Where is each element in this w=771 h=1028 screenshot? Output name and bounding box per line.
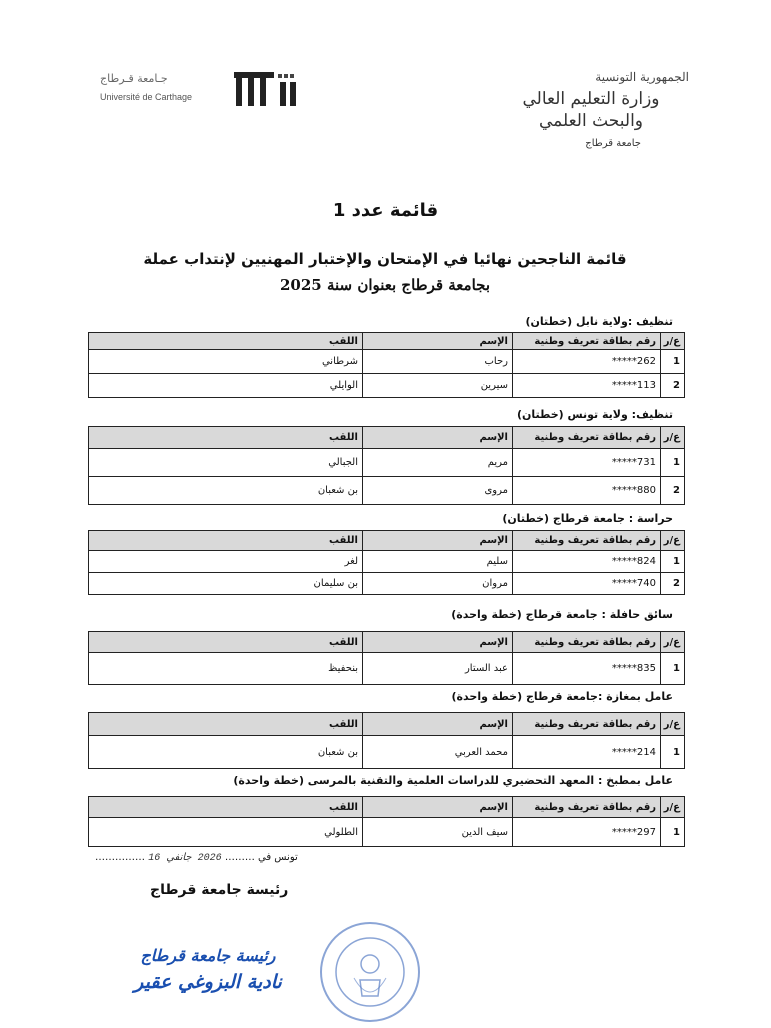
col-last-name: اللقب [89,797,363,818]
col-id: رقم بطاقة تعريف وطنية [513,427,661,449]
section-label: حراسة : جامعة قرطاج (خطتان) [502,512,673,525]
row-last-name: الطلولي [89,818,363,847]
ministry-line-1: وزارة التعليم العالي [522,89,660,109]
col-first-name: الإسم [363,531,513,551]
row-last-name: بن سليمان [89,573,363,595]
results-table [88,631,685,685]
row-first-name: مروى [363,477,513,505]
col-last-name: اللقب [89,427,363,449]
row-num: 1 [661,736,685,769]
dotted-leader: ……… [224,852,255,863]
section-label: عامل بمغازة :جامعة قرطاج (خطة واحدة) [451,690,673,703]
row-id: 262***** [513,350,661,374]
table-header-row [89,797,685,818]
results-table [88,796,685,847]
section-label: سائق حافلة : جامعة قرطاج (خطة واحدة) [451,608,673,621]
table-header-row [89,632,685,653]
row-num: 1 [661,551,685,573]
col-num: ع/ر [661,427,685,449]
date-stamp: 2026 جانفي 16 [148,853,222,864]
republic-heading: الجمهورية التونسية [595,70,689,84]
row-last-name: بنحفيظ [89,653,363,685]
title-line-2: بجامعة قرطاج بعنوان سنة 2025 [279,276,491,294]
row-first-name: سيف الدين [363,818,513,847]
col-last-name: اللقب [89,531,363,551]
row-last-name: بن شعبان [89,736,363,769]
table-row [89,736,685,769]
row-id: 824***** [513,551,661,573]
col-id: رقم بطاقة تعريف وطنية [513,333,661,350]
table-row [89,350,685,374]
table-row [89,449,685,477]
table-header-row [89,713,685,736]
row-last-name: شرطاني [89,350,363,374]
row-first-name: محمد العربي [363,736,513,769]
row-first-name: سليم [363,551,513,573]
row-id: 740***** [513,573,661,595]
table-row [89,477,685,505]
table-row [89,374,685,398]
col-last-name: اللقب [89,333,363,350]
university-logo-latin: Université de Carthage [100,92,193,102]
col-id: رقم بطاقة تعريف وطنية [513,713,661,736]
university-logo-icon [232,72,302,110]
row-num: 1 [661,653,685,685]
place-prefix: تونس في [258,852,298,863]
col-id: رقم بطاقة تعريف وطنية [513,632,661,653]
row-last-name: الجبالي [89,449,363,477]
title-line-1: قائمة الناجحين نهائيا في الإمتحان والإختبار المهنيين لإنتداب عملة [143,250,627,268]
results-table [88,712,685,769]
row-last-name: لغر [89,551,363,573]
table-row [89,653,685,685]
section-label: تنظيف :ولاية نابل (خطتان) [525,315,673,328]
table-header-row [89,333,685,350]
official-seal-icon [318,920,422,1028]
row-first-name: سيرين [363,374,513,398]
col-last-name: اللقب [89,713,363,736]
col-first-name: الإسم [363,713,513,736]
row-id: 835***** [513,653,661,685]
col-num: ع/ر [661,713,685,736]
results-table [88,426,685,505]
row-first-name: مريم [363,449,513,477]
dotted-leader: …………… [95,852,145,863]
col-first-name: الإسم [363,632,513,653]
row-num: 2 [661,374,685,398]
row-num: 1 [661,449,685,477]
row-id: 113***** [513,374,661,398]
col-num: ع/ر [661,797,685,818]
col-num: ع/ر [661,531,685,551]
row-first-name: عبد الستار [363,653,513,685]
col-id: رقم بطاقة تعريف وطنية [513,797,661,818]
row-num: 1 [661,350,685,374]
row-num: 2 [661,477,685,505]
col-num: ع/ر [661,632,685,653]
signature-name: نادية البزوغي عقير [134,971,282,993]
row-num: 2 [661,573,685,595]
row-id: 880***** [513,477,661,505]
col-first-name: الإسم [363,797,513,818]
table-row [89,573,685,595]
results-table [88,530,685,595]
table-header-row [89,531,685,551]
signature-title: رئيسة جامعة قرطاج [140,946,276,965]
row-last-name: بن شعبان [89,477,363,505]
section-label: عامل بمطبخ : المعهد التحضيري للدراسات العلمية والتقنية بالمرسى (خطة واحدة) [233,774,673,787]
handwritten-signature [118,946,298,993]
col-last-name: اللقب [89,632,363,653]
place-and-date [95,852,298,864]
row-first-name: رحاب [363,350,513,374]
section-label: تنظيف: ولاية تونس (خطتان) [516,408,673,421]
signatory-title: رئيسة جامعة قرطاج [150,882,289,898]
col-first-name: الإسم [363,427,513,449]
row-last-name: الوايلي [89,374,363,398]
results-table [88,332,685,398]
col-id: رقم بطاقة تعريف وطنية [513,531,661,551]
row-id: 297***** [513,818,661,847]
row-id: 214***** [513,736,661,769]
row-first-name: مروان [363,573,513,595]
university-name: جامعة قرطاج [585,138,641,149]
table-row [89,818,685,847]
university-logo-arabic: جـامعة قـرطاج [100,72,168,85]
row-id: 731***** [513,449,661,477]
list-number: قائمة عدد 1 [332,200,439,221]
ministry-heading [491,88,691,132]
col-first-name: الإسم [363,333,513,350]
ministry-line-2: والبحث العلمي [538,111,644,131]
col-num: ع/ر [661,333,685,350]
document-title [120,246,650,298]
row-num: 1 [661,818,685,847]
table-header-row [89,427,685,449]
table-row [89,551,685,573]
